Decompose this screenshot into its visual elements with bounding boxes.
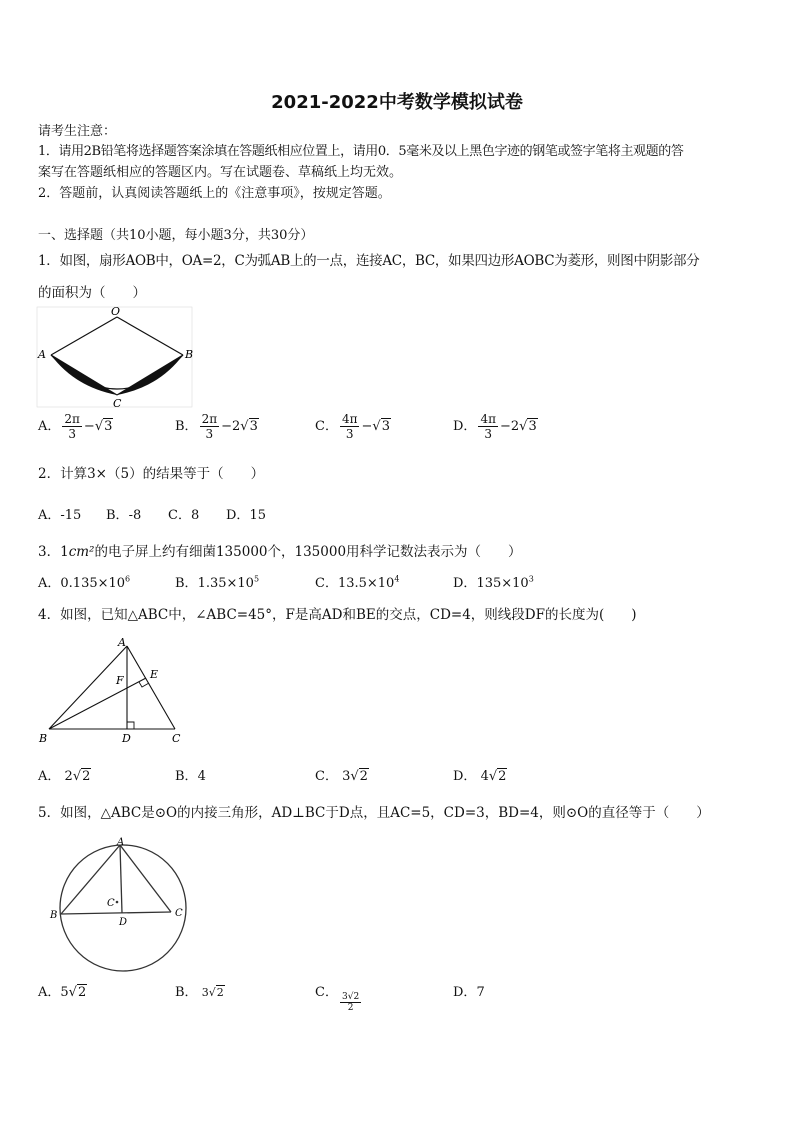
label-A: A (118, 636, 126, 649)
label-F: F (116, 674, 124, 687)
section-heading: 一、选择题（共10小题，每小题3分，共30分） (38, 228, 314, 243)
segment-BC (117, 355, 183, 395)
label-B: B (39, 732, 48, 745)
label-center: C (107, 898, 115, 909)
question-1-text-line-1: 1．如图，扇形AOB中，OA=2，C为弧AB上的一点，连接AC，BC，如果四边形AOBC为菱形，则图中阴影部分 (38, 253, 700, 269)
label-C: C (175, 908, 183, 919)
question-3-option-c[interactable]: C．$13.5\times 10^4$ (315, 574, 400, 591)
segment-BC (61, 912, 171, 914)
question-2-option-b[interactable]: B．-8 (106, 508, 142, 523)
right-angle-E (139, 682, 149, 687)
question-1-text-line-2: 的面积为（ ） (38, 285, 146, 301)
notice-item-1-line-1: 1．请用2B铅笔将选择题答案涂填在答题纸相应位置上，请用0．5毫米及以上黑色字迹的钢笔或签字笔将主观题的答 (38, 144, 684, 159)
label-B: B (185, 348, 194, 361)
question-5-option-a[interactable]: A．5√2 (38, 985, 87, 1000)
altitude-BE (49, 678, 146, 729)
notice-item-2: 2．答题前，认真阅读答题纸上的《注意事项》，按规定答题。 (38, 186, 391, 201)
right-angle-D (127, 722, 134, 729)
label-E: E (150, 668, 159, 681)
label-C: C (172, 732, 181, 745)
question-4-option-b[interactable]: B．4 (175, 769, 206, 784)
segment-AC (120, 845, 171, 912)
label-D: D (119, 917, 128, 928)
question-3-text: 3．1cm²的电子屏上约有细菌135000个，135000用科学记数法表示为（ ） (38, 544, 522, 560)
label-A: A (117, 837, 125, 848)
segment-AC (127, 646, 175, 729)
question-5-option-c[interactable]: C． $\frac{3√2}{2}$ (315, 985, 360, 1013)
question-4-option-a[interactable]: A． 2√2 (38, 769, 91, 784)
question-3-option-b[interactable]: B．$1.35\times 10^5$ (175, 574, 260, 591)
page-title: 2021-2022中考数学模拟试卷 (271, 92, 523, 113)
question-4-figure (35, 636, 195, 748)
unit-cm2: cm² (68, 544, 95, 560)
segment-AB (49, 646, 127, 729)
figure-1-frame (37, 307, 192, 407)
label-A: A (38, 348, 46, 361)
segment-OA (51, 317, 117, 355)
center-dot (116, 901, 119, 904)
question-2-option-a[interactable]: A．-15 (38, 508, 82, 523)
question-1-option-c[interactable]: C． $\frac{4\pi}{3}$ −√3 (315, 412, 390, 441)
question-4-text: 4．如图，已知△ABC中，∠ABC=45°，F是高AD和BE的交点，CD=4，则线段DF的长度为( ) (38, 607, 637, 623)
question-2-option-c[interactable]: C．8 (168, 508, 200, 523)
question-5-figure (45, 832, 195, 972)
circle-O (60, 845, 186, 971)
label-C: C (113, 397, 122, 410)
question-5-option-d[interactable]: D．7 (453, 985, 485, 1000)
label-B: B (50, 910, 58, 921)
question-2-text: 2．计算3×（5）的结果等于（ ） (38, 466, 265, 482)
notice-item-1-line-2: 案写在答题纸相应的答题区内。写在试题卷、草稿纸上均无效。 (38, 165, 403, 180)
question-1-option-a[interactable]: A． $\frac{2\pi}{3}$ −√3 (38, 412, 113, 441)
question-5-text: 5．如图，△ABC是⊙O的内接三角形，AD⊥BC于D点，且AC=5，CD=3，BD=4，则⊙O的直径等于（ ） (38, 805, 710, 821)
label-O: O (111, 305, 121, 318)
question-3-option-d[interactable]: D．$135\times 10^3$ (453, 574, 534, 591)
question-4-option-d[interactable]: D． 4√2 (453, 769, 507, 784)
question-1-option-d[interactable]: D． $\frac{4\pi}{3}$ −2√3 (453, 412, 537, 441)
altitude-AD (120, 845, 122, 913)
question-2-option-d[interactable]: D．15 (226, 508, 266, 523)
question-4-option-c[interactable]: C． 3√2 (315, 769, 368, 784)
segment-AC (51, 355, 117, 395)
question-5-option-b[interactable]: B． 3√2 (175, 985, 224, 1000)
question-3-option-a[interactable]: A．$0.135\times 10^6$ (38, 574, 131, 591)
label-D: D (122, 732, 131, 745)
arc-AB (51, 355, 183, 389)
question-1-option-b[interactable]: B． $\frac{2\pi}{3}$ −2√3 (175, 412, 258, 441)
notice-heading: 请考生注意： (38, 124, 117, 139)
segment-OB (117, 317, 183, 355)
question-1-figure (35, 305, 195, 410)
